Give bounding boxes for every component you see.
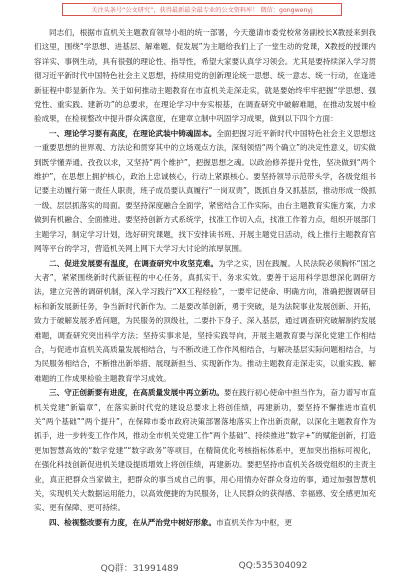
section-3-heading: 三、守正创新要有进度，在高质量发展中再立新功。 xyxy=(49,388,224,398)
section-2-text: 为学之实，因在践履。人民法院必须胸怀“国之大者”，紧紧围绕新时代新征程的中心任务，真抓实干、务求实效。要善于运用科学思想深化调研方法，建立完善的调研机制，深入学习践行“XX工程经验”，一要牢记使命、明确方向，准确把握调研目标和新发展新任务，争当新时代新作为。二是要改革创新，勇于突破，是为法院事业发展创新、开拓，致力于破解发展矛盾问题，为民服务的顶级社，二要扑下身子、深入基层，通过调查研究破解制约发展难题，调查研究突出科学方法；坚持实事求是，坚持实践导向，开展主题教育要与深化党建工作相结合，与促进市直机关高质量发展相结合，与不断改进工作作风相结合，与解决基层实际问题相结合，与为民服务相结合，不断推出新举措、展现新担当、实现新作为。推动主题教育走深走实，以重实践、解难题的工作成果检验主题教育学习成效。 xyxy=(34,258,377,383)
paragraph-section-1 xyxy=(34,127,376,257)
footer-qq: QQ:535304092 xyxy=(238,561,308,571)
footer-qq-group: QQ群：31991489 xyxy=(100,564,179,574)
page-footer xyxy=(0,561,408,574)
paragraph-section-4 xyxy=(34,516,376,530)
section-4-text: 市直机关作为中枢，更 xyxy=(216,517,292,527)
section-3-text: 要在践行初心使命中担当作为，奋力谱写市直机关党建“新篇章”，在落实新时代党的建设总要求上将创佳绩，再建新功，要坚持不懈推进市直机关“两个基础”“两个提升”，在保障市委市政府决策部署落地落实上作出新贡献，以深化主题教育作为抓手，进一步转变工作作风，推动全市机关党建工作“两个基础”、持续推进“数字+”的赋能创新，打造更加智慧高效的“数字党建”“数字政务”等项目，在精简优化考核指标体系中，更加突出指标可视化，在强化科技创新促进机关建设提质增效上将创佳绩，再建新功。要把坚持市直机关各级党组织的主责主业，真正把群众当家做主，把群众的事当成自己的事，用心用情办好群众身边的事，通过加强智慧机关，实现机关大数据运用能力，以高效便捷的为民服务，让人民群众的获得感、幸福感、安全感更加充实、更有保障、更可持续。 xyxy=(34,388,377,513)
banner-text: 关注头条号“公文研究”，获得最新最全最专业的公文资料库！ 微信：gongwenyj xyxy=(91,7,313,14)
header-banner xyxy=(62,3,342,16)
section-2-heading: 二、促进发展要有温度，在调查研究中攻坚克难。 xyxy=(49,258,219,268)
section-1-heading: 一、理论学习要有高度，在理论武装中铸魂固本。 xyxy=(49,128,217,138)
paragraph-section-3 xyxy=(34,386,376,516)
document-body xyxy=(34,26,376,530)
paragraph-section-2 xyxy=(34,257,376,387)
section-4-heading: 四、检视整改要有力度，在从严治党中树好形象。 xyxy=(49,517,217,527)
paragraph-intro-text: 同志们，根据市直机关主题教育领导小组的统一部署，今天邀请市委党校常务副校长X教授来到我们这里，围绕“学思想、进基层、解难题、促发展”为主题给我们上了一堂生动的党课，X教授的授课内容详实、事例生动，具有很强的理论性、指导性，希望大家要认真学习领会。尤其是要持续深入学习贯彻习近平新时代中国特色社会主义思想，持续用党的创新理论统一思想、统一意志、统一行动，在逢进新征程中彰显新作为。关于如何推动主题教育在市直机关走深走实，就是要始终牢牢把握“学思想、强党性、重实践、建新功”的总要求，在理论学习中夯实根基，在调查研究中破解难题，在推动发展中检验成果，在检视整改中提升群众满意度，在建章立制中巩固学习成果，做到以下四个方面： xyxy=(34,28,376,124)
paragraph-intro xyxy=(34,26,376,127)
section-1-text: 全面把握习近平新时代中国特色社会主义思想这一重要思想的世界观、方法论和贯穿其中的立场观点方法，深刻领悟“两个确立”的决定性意义，切实做到既学懂弄通、孜孜以求，又坚持“两个维护”，把握思想之魂。以政治修养提升党性，坚决做到“两个维护”，在思想上拥护核心，政治上忠诚核心，行动上紧跟核心。要坚持领导示范带头学，各级党组书记要主动履行第一责任人职责，班子成员要认真履行“一岗双责”，既抓自身又抓基层，推动形成一级抓一级、层层抓落实的局面。要坚持深度融合全面学，紧密结合工作实际，由台主题教育实施方案，力求做到有机融合、全面推进。要坚持创新方式系统学，找准工作切入点，找准工作着力点，组织开展部门主题学习，制定学习计划，选好研究课题，找下安排读书班、开展主题党日活动，线上推行主题教育官网等平台的学习，营造机关网上网下大学习大讨论的浓厚氛围。 xyxy=(34,128,377,254)
